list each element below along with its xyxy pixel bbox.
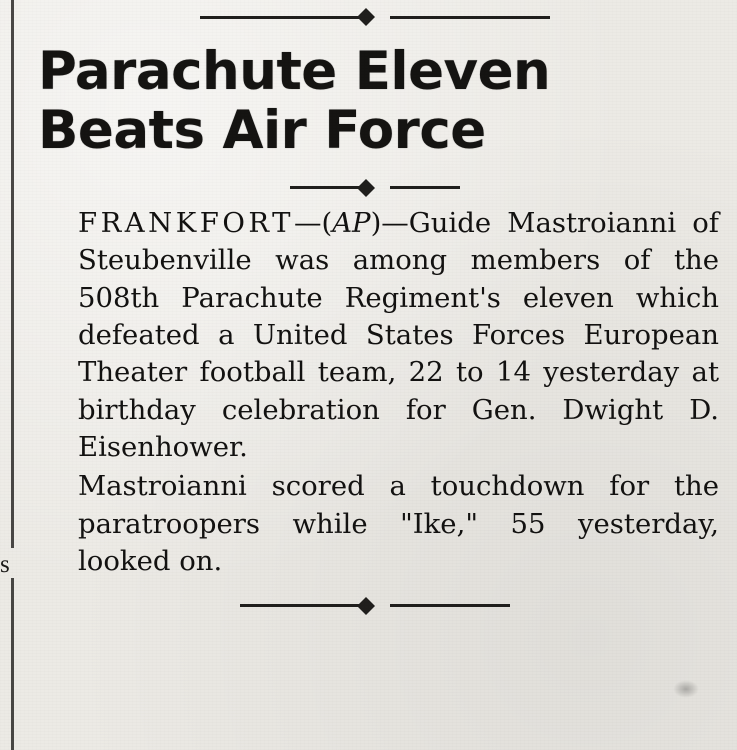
neighbor-column-fragment: s <box>0 551 9 578</box>
column-rule-upper <box>11 0 14 548</box>
headline <box>38 42 719 161</box>
diamond-rule-bottom-icon <box>30 595 719 617</box>
diamond-icon <box>366 179 384 197</box>
rule-right <box>390 604 510 607</box>
diamond-icon <box>366 597 384 615</box>
paragraph-2 <box>34 468 719 580</box>
rule-left <box>240 604 360 607</box>
rule-right <box>390 186 460 189</box>
dateline-dash-open: —( <box>293 206 333 239</box>
rule-right <box>390 16 550 19</box>
article-body <box>34 205 719 581</box>
paragraph-1 <box>34 205 719 467</box>
diamond-rule-middle-icon <box>30 177 719 199</box>
diamond-icon <box>366 8 384 26</box>
paragraph-1-text: Guide Mastroianni of Steubenville was among members of the 508th Parachute Regiment's eleven which defeated a United States Forces European Theater football team, 22 to 14 yesterday at birthday celebration for Gen. Dwight D. Eisenhower. <box>78 206 719 464</box>
article-column <box>30 0 719 750</box>
diamond-rule-top-icon <box>30 6 719 28</box>
headline-line-2: Beats Air Force <box>38 100 486 162</box>
paragraph-2-text: Mastroianni scored a touchdown for the paratroopers while "Ike," 55 yesterday, looked on. <box>78 470 719 578</box>
wire-service-credit: AP <box>332 206 371 239</box>
rule-left <box>200 16 360 19</box>
dateline-dash-close: )— <box>370 206 409 239</box>
headline-line-1: Parachute Eleven <box>38 41 551 102</box>
dateline: FRANKFORT <box>78 206 294 239</box>
column-rule-lower <box>11 578 14 750</box>
